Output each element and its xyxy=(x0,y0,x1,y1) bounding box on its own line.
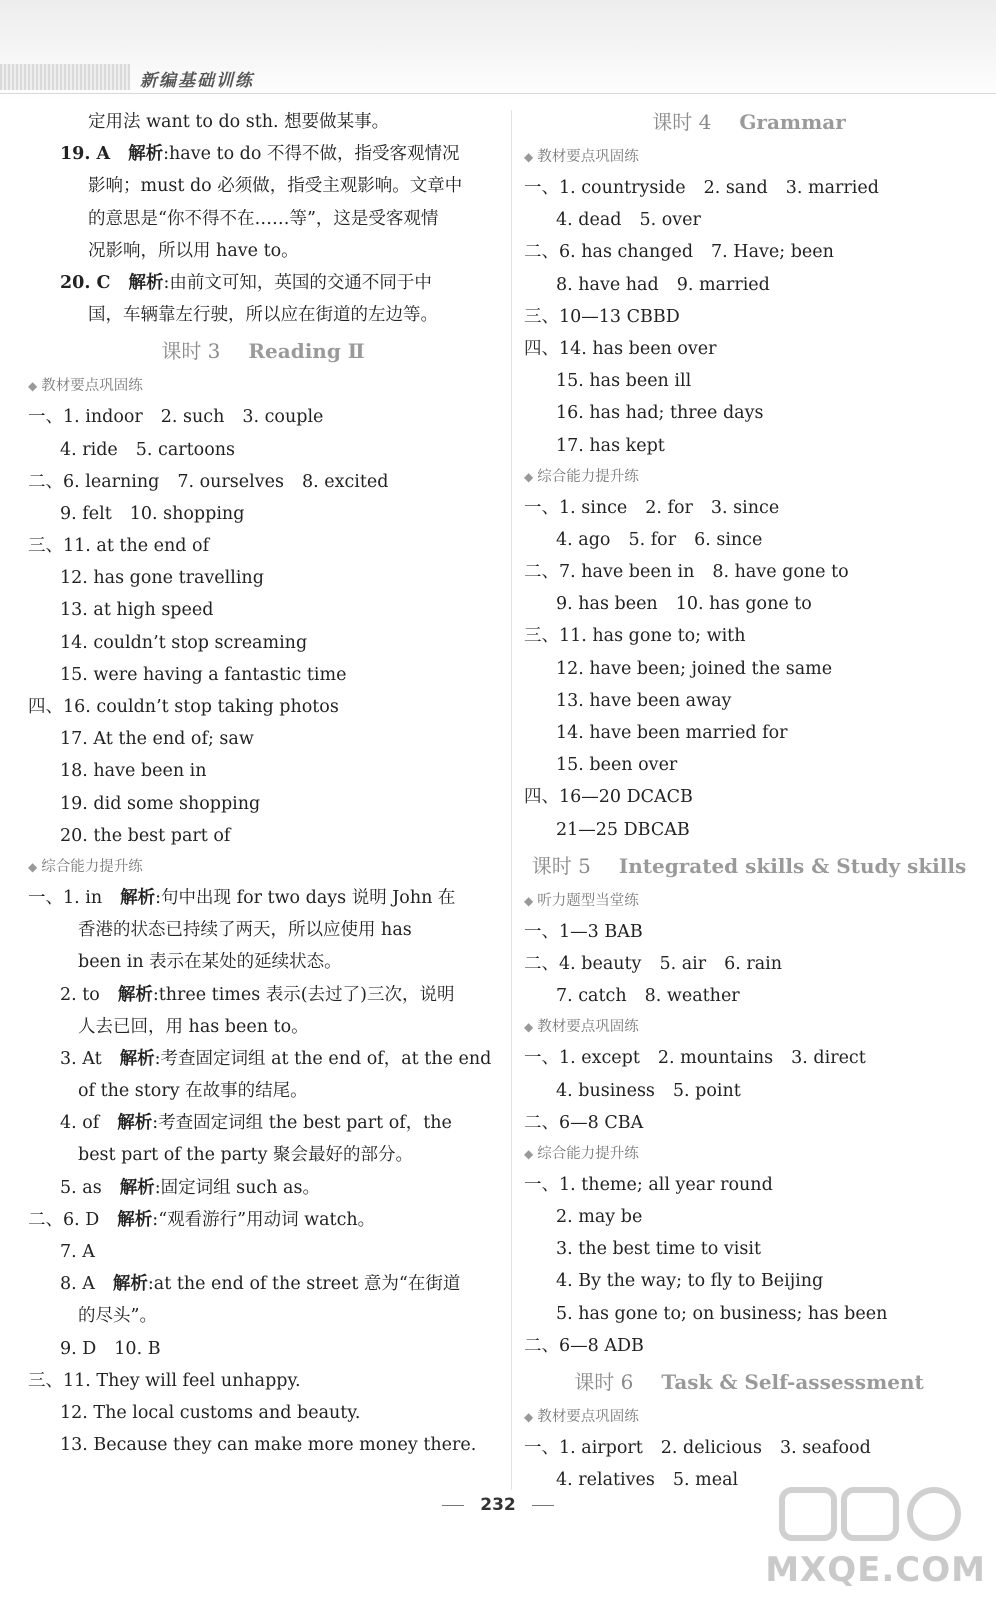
text-line: of the story 在故事的结尾。 xyxy=(78,1081,308,1102)
answer-line: 4. of 解析:考查固定词组 the best part of，the xyxy=(60,1113,452,1134)
answer-line: 三、11. at the end of xyxy=(28,536,210,557)
text-line: 影响；must do 必须做，指受主观影响。文章中 xyxy=(88,176,463,197)
section-heading: ◆ 综合能力提升练 xyxy=(524,1145,639,1162)
diamond-icon: ◆ xyxy=(524,150,534,164)
lesson-4-heading: 课时 4 Grammar xyxy=(652,110,846,134)
answer-line: 一、1. since 2. for 3. since xyxy=(524,497,780,518)
left-column xyxy=(28,106,498,1461)
section-heading: ◆ 教材要点巩固练 xyxy=(524,149,639,165)
diamond-icon: ◆ xyxy=(524,1410,534,1424)
answer-line: 4. relatives 5. meal xyxy=(556,1470,739,1491)
right-column xyxy=(524,106,974,1496)
book-title: 新编基础训练 xyxy=(140,71,254,91)
answer-line: 一、1. in 解析:句中出现 for two days 说明 John 在 xyxy=(28,887,456,908)
section-heading: ◆ 综合能力提升练 xyxy=(28,858,143,875)
answer-line: 二、7. have been in 8. have gone to xyxy=(524,562,849,583)
answer-line: 20. the best part of xyxy=(60,825,231,846)
dash-left xyxy=(442,1505,464,1506)
text-line: 定用法 want to do sth. 想要做某事。 xyxy=(88,112,390,132)
answer-line: 3. the best time to visit xyxy=(556,1239,761,1260)
diamond-icon: ◆ xyxy=(524,1020,534,1035)
answer-line: 4. ago 5. for 6. since xyxy=(556,529,763,550)
answer-line: 四、16. couldn’t stop taking photos xyxy=(28,697,339,717)
answer-line: 7. catch 8. weather xyxy=(556,986,740,1007)
answer-line: 一、1. except 2. mountains 3. direct xyxy=(524,1048,866,1069)
answer-line: 二、6. has changed 7. Have; been xyxy=(524,242,834,263)
answer-line: 二、6—8 CBA xyxy=(524,1112,644,1133)
answer-line: 二、6—8 ADB xyxy=(524,1335,644,1356)
text-line: been in 表示在某处的延续状态。 xyxy=(78,952,342,973)
diamond-icon: ◆ xyxy=(28,859,38,874)
header-pattern xyxy=(0,64,130,90)
answer-line: 三、11. has gone to; with xyxy=(524,626,746,647)
answer-line: 二、6. learning 7. ourselves 8. excited xyxy=(28,471,389,492)
answer-line: 14. couldn’t stop screaming xyxy=(60,632,308,653)
answer-line: 13. have been away xyxy=(556,690,732,711)
section-heading: ◆ 综合能力提升练 xyxy=(524,468,639,485)
answer-line: 一、1. airport 2. delicious 3. seafood xyxy=(524,1438,871,1458)
answer-line: 13. Because they can make more money there. xyxy=(60,1435,477,1456)
page-header xyxy=(0,0,996,100)
answer-line: 一、1. theme; all year round xyxy=(524,1174,773,1195)
text-line: 香港的状态已持续了两天，所以应使用 has xyxy=(78,920,412,941)
answer-line: 16. has had; three days xyxy=(556,403,764,424)
diamond-icon: ◆ xyxy=(28,379,38,394)
lesson-3-heading: 课时 3 Reading Ⅱ xyxy=(161,339,365,364)
page-number: 232 xyxy=(0,1495,996,1515)
answer-line: 四、14. has been over xyxy=(524,338,717,359)
diamond-icon: ◆ xyxy=(524,1146,534,1161)
answer-line: 一、1—3 BAB xyxy=(524,921,643,942)
answer-line: 17. At the end of; saw xyxy=(60,729,254,750)
section-heading: ◆ 教材要点巩固练 xyxy=(524,1019,639,1036)
answer-line: 9. D 10. B xyxy=(60,1338,161,1359)
answer-line: 4. By the way; to fly to Beijing xyxy=(556,1271,824,1292)
answer-line: 4. ride 5. cartoons xyxy=(60,439,235,460)
answer-line: 四、16—20 DCACB xyxy=(524,787,693,808)
section-heading: ◆ 听力题型当堂练 xyxy=(524,892,639,909)
answer-line: 18. have been in xyxy=(60,761,207,782)
text-line: 的尽头”。 xyxy=(78,1306,157,1327)
answer-line: 15. has been ill xyxy=(556,371,692,392)
answer-line: 12. have been; joined the same xyxy=(556,658,833,679)
diamond-icon: ◆ xyxy=(524,469,534,484)
lesson-6-heading: 课时 6 Task & Self-assessment xyxy=(574,1370,924,1394)
answer-line: 二、4. beauty 5. air 6. rain xyxy=(524,953,783,974)
answer-line: 2. to 解析:three times 表示(去过了)三次，说明 xyxy=(60,984,455,1005)
dash-right xyxy=(532,1505,554,1506)
answer-line: 三、10—13 CBBD xyxy=(524,306,680,327)
answer-line: 21—25 DBCAB xyxy=(556,819,690,840)
answer-line: 4. business 5. point xyxy=(556,1080,741,1101)
column-divider xyxy=(511,110,512,1490)
answer-line: 14. have been married for xyxy=(556,723,788,743)
watermark-text: MXQE.COM xyxy=(765,1550,986,1590)
answer-line: 12. The local customs and beauty. xyxy=(60,1402,361,1423)
text-line: 人去已回，用 has been to。 xyxy=(78,1016,309,1037)
answer-line: 8. A 解析:at the end of the street 意为“在街道 xyxy=(60,1274,461,1295)
diamond-icon: ◆ xyxy=(524,893,534,908)
answer-line: 9. has been 10. has gone to xyxy=(556,594,812,615)
answer-line: 9. felt 10. shopping xyxy=(60,503,245,524)
answer-line: 3. At 解析:考查固定词组 at the end of，at the end xyxy=(60,1048,492,1069)
answer-line: 一、1. indoor 2. such 3. couple xyxy=(28,407,324,428)
text-line: 况影响，所以用 have to。 xyxy=(88,240,299,261)
answer-line: 二、6. D 解析:“观看游行”用动词 watch。 xyxy=(28,1209,376,1230)
text-line: 的意思是“你不得不在……等”，这是受客观情 xyxy=(88,208,439,229)
answer-19: 19. A 解析:have to do 不得不做，指受客观情况 xyxy=(60,144,460,165)
answer-line: 8. have had 9. married xyxy=(556,274,770,295)
answer-line: 17. has kept xyxy=(556,435,665,456)
answer-line: 15. were having a fantastic time xyxy=(60,664,347,685)
answer-20: 20. C 解析:由前文可知，英国的交通不同于中 xyxy=(60,272,432,293)
answer-line: 19. did some shopping xyxy=(60,793,261,814)
answer-line: 5. has gone to; on business; has been xyxy=(556,1303,888,1324)
answer-line: 一、1. countryside 2. sand 3. married xyxy=(524,178,879,198)
text-line: 国，车辆靠左行驶，所以应在街道的左边等。 xyxy=(88,305,438,326)
section-heading: ◆ 教材要点巩固练 xyxy=(524,1409,639,1425)
section-heading: ◆ 教材要点巩固练 xyxy=(28,378,143,395)
answer-line: 三、11. They will feel unhappy. xyxy=(28,1370,301,1391)
answer-line: 5. as 解析:固定词组 such as。 xyxy=(60,1177,320,1198)
lesson-5-heading: 课时 5 Integrated skills & Study skills xyxy=(531,853,967,878)
answer-line: 13. at high speed xyxy=(60,600,214,621)
answer-line: 2. may be xyxy=(556,1207,643,1228)
answer-line: 4. dead 5. over xyxy=(556,210,701,231)
text-line: best part of the party 聚会最好的部分。 xyxy=(78,1145,414,1166)
header-rule xyxy=(0,93,996,94)
answer-line: 15. been over xyxy=(556,755,678,776)
answer-line: 12. has gone travelling xyxy=(60,568,264,589)
answer-line: 7. A xyxy=(60,1242,95,1262)
